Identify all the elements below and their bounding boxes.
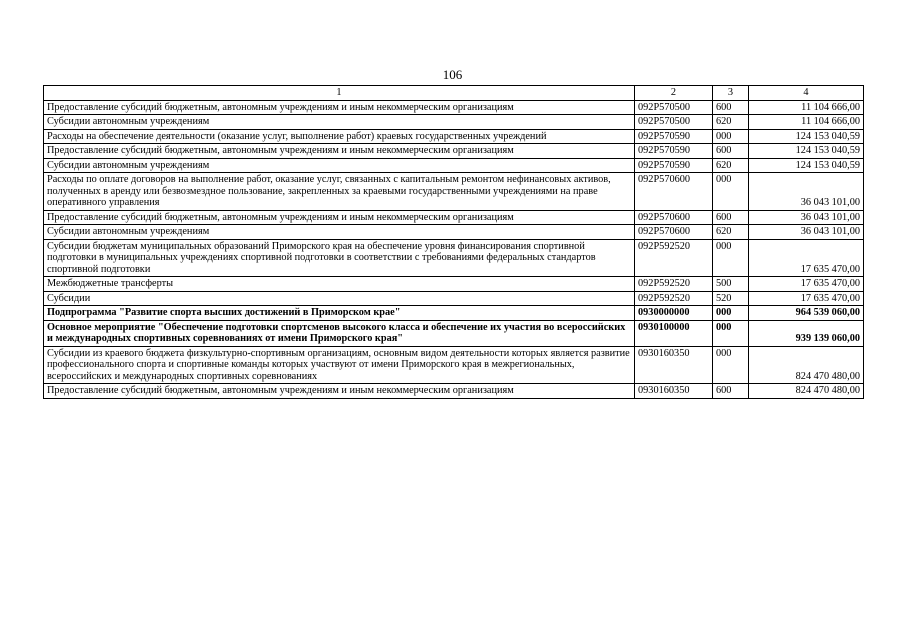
row-kind: 000 xyxy=(713,129,749,144)
row-amount: 939 139 060,00 xyxy=(749,320,864,346)
budget-table xyxy=(43,85,864,399)
row-name: Расходы на обеспечение деятельности (оказание услуг, выполнение работ) краевых государственных учреждений xyxy=(44,129,635,144)
row-code: 092P570500 xyxy=(635,100,713,115)
row-code: 092P592520 xyxy=(635,291,713,306)
row-name: Субсидии xyxy=(44,291,635,306)
row-name: Предоставление субсидий бюджетным, автономным учреждениям и иным некоммерческим организациям xyxy=(44,100,635,115)
row-name: Субсидии автономным учреждениям xyxy=(44,115,635,130)
row-code: 092P570600 xyxy=(635,225,713,240)
row-name: Расходы по оплате договоров на выполнение работ, оказание услуг, связанных с капитальным ремонтом нефинансовых активов, полученных в аренду или безвозмездное пользование, закрепленных за краевыми государственными учреждениями на праве оперативного управления xyxy=(44,173,635,211)
row-code: 092P570590 xyxy=(635,129,713,144)
row-kind: 600 xyxy=(713,384,749,399)
table-row xyxy=(44,144,864,159)
row-name: Межбюджетные трансферты xyxy=(44,277,635,292)
row-name: Субсидии автономным учреждениям xyxy=(44,158,635,173)
row-kind: 000 xyxy=(713,346,749,384)
row-code: 0930100000 xyxy=(635,320,713,346)
row-code: 092P570590 xyxy=(635,144,713,159)
row-code: 092P570590 xyxy=(635,158,713,173)
row-amount: 17 635 470,00 xyxy=(749,277,864,292)
row-code: 092P592520 xyxy=(635,239,713,277)
row-kind: 620 xyxy=(713,158,749,173)
table-row xyxy=(44,320,864,346)
row-kind: 000 xyxy=(713,173,749,211)
table-row xyxy=(44,346,864,384)
row-code: 092P592520 xyxy=(635,277,713,292)
row-name: Субсидии автономным учреждениям xyxy=(44,225,635,240)
row-name: Субсидии бюджетам муниципальных образований Приморского края на обеспечение уровня финансирования спортивной подготовки в муниципальных учреждениях спортивной подготовки в соответствии с требованиями федеральных стандартов спортивной подготовки xyxy=(44,239,635,277)
table-row xyxy=(44,306,864,321)
row-amount: 17 635 470,00 xyxy=(749,291,864,306)
page-number: 106 xyxy=(442,67,463,82)
row-kind: 620 xyxy=(713,115,749,130)
row-code: 092P570500 xyxy=(635,115,713,130)
row-kind: 000 xyxy=(713,239,749,277)
row-amount: 824 470 480,00 xyxy=(749,384,864,399)
row-kind: 600 xyxy=(713,144,749,159)
table-row xyxy=(44,239,864,277)
row-name: Предоставление субсидий бюджетным, автономным учреждениям и иным некоммерческим организациям xyxy=(44,210,635,225)
row-kind: 500 xyxy=(713,277,749,292)
row-amount: 124 153 040,59 xyxy=(749,129,864,144)
table-row xyxy=(44,210,864,225)
table-row xyxy=(44,158,864,173)
row-name: Основное мероприятие "Обеспечение подготовки спортсменов высокого класса и обеспечение их участия во всероссийских и международных спортивных соревнованиях от имени Приморского края" xyxy=(44,320,635,346)
row-code: 092P570600 xyxy=(635,210,713,225)
row-amount: 11 104 666,00 xyxy=(749,115,864,130)
row-code: 092P570600 xyxy=(635,173,713,211)
row-amount: 824 470 480,00 xyxy=(749,346,864,384)
table-row xyxy=(44,225,864,240)
header-kind: 3 xyxy=(713,86,749,101)
header-code: 2 xyxy=(635,86,713,101)
table-row xyxy=(44,115,864,130)
row-amount: 964 539 060,00 xyxy=(749,306,864,321)
row-code: 0930160350 xyxy=(635,346,713,384)
row-kind: 520 xyxy=(713,291,749,306)
row-code: 0930160350 xyxy=(635,384,713,399)
row-kind: 600 xyxy=(713,210,749,225)
table-row xyxy=(44,100,864,115)
row-amount: 11 104 666,00 xyxy=(749,100,864,115)
table-row xyxy=(44,277,864,292)
table-row xyxy=(44,129,864,144)
row-amount: 36 043 101,00 xyxy=(749,210,864,225)
row-name: Предоставление субсидий бюджетным, автономным учреждениям и иным некоммерческим организациям xyxy=(44,144,635,159)
row-amount: 36 043 101,00 xyxy=(749,225,864,240)
row-name: Предоставление субсидий бюджетным, автономным учреждениям и иным некоммерческим организациям xyxy=(44,384,635,399)
row-kind: 600 xyxy=(713,100,749,115)
table-row xyxy=(44,173,864,211)
row-amount: 17 635 470,00 xyxy=(749,239,864,277)
header-row xyxy=(44,86,864,101)
table-row xyxy=(44,291,864,306)
row-kind: 620 xyxy=(713,225,749,240)
table-row xyxy=(44,384,864,399)
row-amount: 124 153 040,59 xyxy=(749,158,864,173)
row-amount: 36 043 101,00 xyxy=(749,173,864,211)
row-kind: 000 xyxy=(713,306,749,321)
row-name: Субсидии из краевого бюджета физкультурно-спортивным организациям, основным видом деятельности которых является развитие профессионального спорта и спортивные команды которых участвуют от имени Приморского края в межрегиональных, всероссийских и международных спортивных соревнованиях xyxy=(44,346,635,384)
row-amount: 124 153 040,59 xyxy=(749,144,864,159)
row-code: 0930000000 xyxy=(635,306,713,321)
header-name: 1 xyxy=(44,86,635,101)
row-name: Подпрограмма "Развитие спорта высших достижений в Приморском крае" xyxy=(44,306,635,321)
row-kind: 000 xyxy=(713,320,749,346)
header-amount: 4 xyxy=(749,86,864,101)
